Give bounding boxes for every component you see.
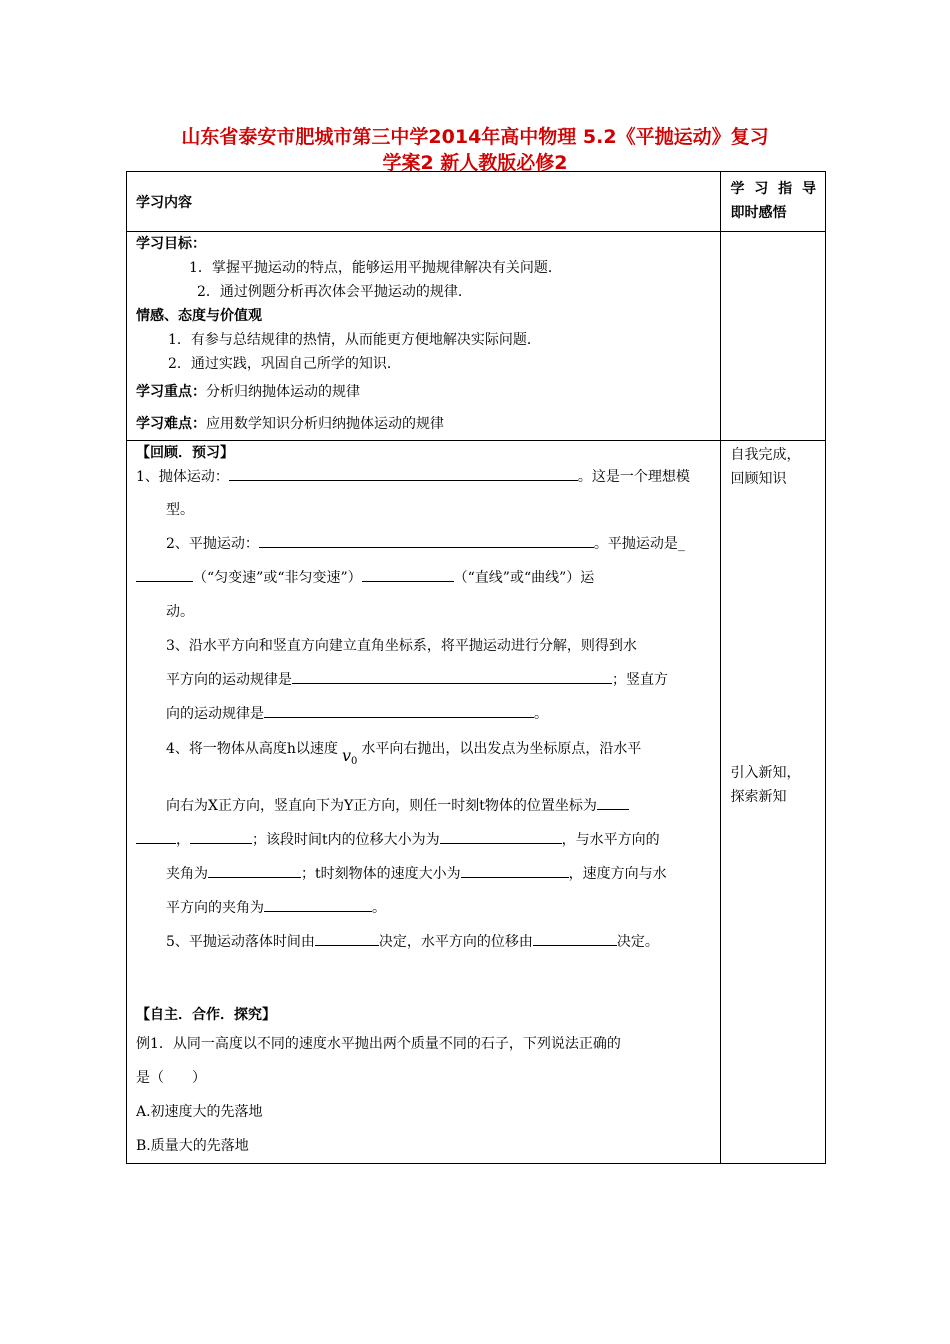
study-plan-table [126, 171, 826, 1164]
question-4: 4、将一物体从高度h以速度 $v_0$水平向右抛出，以出发点为坐标原点，沿水平 [166, 741, 642, 767]
blank [229, 466, 578, 481]
question-3-end: 向的运动规律是 。 [136, 697, 711, 731]
question-2-cont: （“匀变速”或“非匀变速”） （“直线”或“曲线”）运 [136, 561, 711, 595]
question-1-cont: 型。 [166, 502, 194, 518]
guide-header-line-2: 即时感悟 [730, 205, 787, 221]
difficulty-text: 应用数学知识分析归纳抛体运动的规律 [206, 416, 444, 432]
question-4-end: 平方向的夹角为 。 [136, 891, 711, 925]
review-row [127, 441, 826, 1164]
blank [264, 703, 534, 718]
spacer [136, 959, 711, 1003]
side-note-1a: 自我完成， [730, 447, 801, 463]
side-note-2b: 探索新知 [730, 789, 787, 805]
goal-item-1: 1．掌握平抛运动的特点，能够运用平抛规律解决有关问题． [189, 260, 562, 276]
explore-heading: 【自主．合作．探究】 [136, 1007, 276, 1023]
question-3-cont: 平方向的运动规律是 ；竖直方 [136, 663, 711, 697]
key-text: 分析归纳抛体运动的规律 [206, 384, 360, 400]
question-4-cont-3: 夹角为 ；t时刻物体的速度大小为 ，速度方向与水 [136, 857, 711, 891]
spacer [730, 491, 816, 761]
blank [208, 863, 301, 878]
side-note-1b: 回顾知识 [730, 471, 787, 487]
title-line-2: 学案2 新人教版必修2 [382, 152, 568, 174]
blank [292, 669, 612, 684]
blank [259, 533, 594, 548]
question-4-cont-1: 向右为X正方向，竖直向下为Y正方向，则任一时刻t物体的位置坐标为 [136, 789, 711, 823]
question-2-end: 动。 [166, 604, 194, 620]
guide-column-header [721, 172, 826, 232]
question-1: 1、抛体运动： 。这是一个理想模 [136, 465, 711, 489]
key-heading: 学习重点： [136, 384, 206, 400]
goal-heading: 学习目标： [136, 236, 206, 252]
example-1: 例1．从同一高度以不同的速度水平抛出两个质量不同的石子，下列说法正确的 [136, 1036, 621, 1052]
option-b: B.质量大的先落地 [136, 1138, 249, 1154]
blank [362, 567, 454, 582]
blank [461, 863, 569, 878]
difficulty-heading: 学习难点： [136, 416, 206, 432]
question-2: 2、平抛运动： 。平抛运动是_ [136, 527, 711, 561]
review-cell [127, 441, 721, 1164]
question-4-cont-2: ， ；该段时间t内的位移大小为为 ，与水平方向的 [136, 823, 711, 857]
example-1-cont: 是（ ） [136, 1070, 206, 1086]
objectives-guide-cell [721, 232, 826, 441]
goal-item-2: 2．通过例题分析再次体会平抛运动的规律． [197, 284, 472, 300]
objectives-row [127, 232, 826, 441]
document-title [120, 124, 830, 176]
blank [533, 931, 617, 946]
question-5: 5、平抛运动落体时间由 决定，水平方向的位移由 决定。 [136, 925, 711, 959]
content-column-header: 学习内容 [127, 172, 721, 232]
initial-velocity-symbol: $v_0$ [341, 746, 358, 767]
option-a: A.初速度大的先落地 [136, 1104, 263, 1120]
blank [136, 829, 176, 844]
guide-header-line-1: 学 习 指 导 [730, 181, 816, 197]
key-point [136, 376, 711, 408]
table-header-row [127, 172, 826, 232]
review-heading: 【回顾．预习】 [136, 445, 234, 461]
objectives-cell [127, 232, 721, 441]
emotion-heading: 情感、态度与价值观 [136, 308, 262, 324]
blank [440, 829, 562, 844]
question-3: 3、沿水平方向和竖直方向建立直角坐标系，将平抛运动进行分解，则得到水 [166, 638, 637, 654]
title-line-1: 山东省泰安市肥城市第三中学2014年高中物理 5.2《平抛运动》复习 [181, 126, 769, 148]
difficulty-point [136, 408, 711, 440]
side-note-2a: 引入新知， [730, 765, 801, 781]
emotion-item-1: 1．有参与总结规律的热情，从而能更方便地解决实际问题． [168, 332, 541, 348]
review-guide-cell [721, 441, 826, 1164]
emotion-item-2: 2．通过实践，巩固自己所学的知识． [168, 356, 401, 372]
blank [136, 567, 193, 582]
blank [597, 795, 629, 810]
blank [264, 897, 372, 912]
blank [315, 931, 379, 946]
blank [190, 829, 252, 844]
